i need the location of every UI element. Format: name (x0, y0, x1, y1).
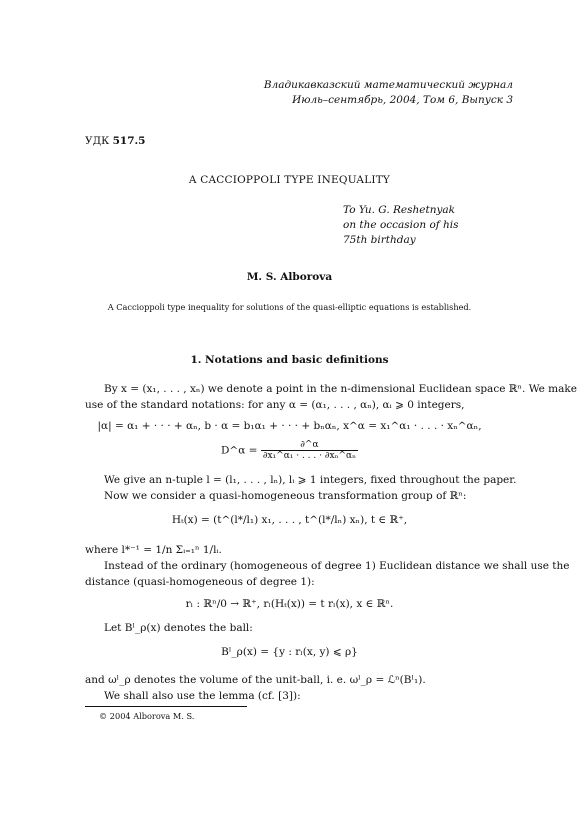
paragraph-line: By x = (x₁, . . . , xₙ) we denote a point in the n-dimensional Euclidean space ℝⁿ. We make (104, 383, 577, 395)
author-name: M. S. Alborova (246, 271, 333, 283)
paragraph-line: Instead of the ordinary (homogeneous of degree 1) Euclidean distance we shall use the (104, 560, 570, 572)
equation-transformation: Hₜ(x) = (t^(l*/l₁) x₁, . . . , t^(l*/lₙ) xₙ), t ∈ ℝ⁺, (171, 514, 408, 526)
equation-derivative (0, 440, 579, 461)
abstract: A Caccioppoli type inequality for solutions of the quasi-elliptic equations is established. (107, 302, 472, 312)
copyright-footnote: © 2004 Alborova M. S. (99, 711, 195, 721)
paragraph-line: distance (quasi-homogeneous of degree 1): (85, 576, 315, 588)
paper-title: A CACCIOPPOLI TYPE INEQUALITY (188, 174, 391, 186)
dedication-line: To Yu. G. Reshetnyak (343, 204, 456, 216)
dedication-line: 75th birthday (343, 234, 416, 246)
paragraph-line: Now we consider a quasi-homogeneous transformation group of ℝⁿ: (104, 490, 467, 502)
footnote-rule (85, 706, 247, 707)
udk-label: УДК (85, 135, 110, 147)
dedication (343, 203, 459, 248)
fraction-denominator: ∂x₁^α₁ · . . . · ∂xₙ^αₙ (262, 451, 356, 461)
paragraph-line: where l*⁻¹ = 1/n Σᵢ₌₁ⁿ 1/lᵢ. (85, 544, 222, 556)
journal-issue: Июль–сентябрь, 2004, Том 6, Выпуск 3 (292, 94, 513, 106)
equation-lhs: D^α = (221, 444, 258, 457)
paragraph-line: and ωˡ_ρ denotes the volume of the unit-ball, i. e. ωˡ_ρ = ℒⁿ(Bˡ₁). (85, 674, 426, 686)
equation-multiindex: |α| = α₁ + · · · + αₙ, b · α = b₁α₁ + · · · + bₙαₙ, x^α = x₁^α₁ · . . . · xₙ^αₙ, (97, 420, 482, 432)
fraction-numerator: ∂^α (261, 440, 358, 451)
udk-code (85, 135, 146, 147)
equation-ball: Bˡ_ρ(x) = {y : rₗ(x, y) ⩽ ρ} (221, 646, 358, 658)
journal-header (264, 78, 513, 108)
equation-distance: rₗ : ℝⁿ/0 → ℝ⁺, rₗ(Hₜ(x)) = t rₗ(x), x ∈ ℝⁿ. (185, 598, 394, 610)
journal-name: Владикавказский математический журнал (263, 79, 513, 91)
dedication-line: on the occasion of his (343, 219, 459, 231)
paragraph-line: We give an n-tuple l = (l₁, . . . , lₙ), lᵢ ⩾ 1 integers, fixed throughout the paper. (104, 474, 517, 486)
paragraph-line: We shall also use the lemma (cf. [3]): (104, 690, 301, 702)
paragraph-line: Let Bˡ_ρ(x) denotes the ball: (104, 622, 253, 634)
derivative-fraction (261, 440, 358, 461)
udk-number: 517.5 (112, 135, 146, 147)
paragraph-line: use of the standard notations: for any α = (α₁, . . . , αₙ), αᵢ ⩾ 0 integers, (85, 399, 465, 411)
section-heading: 1. Notations and basic definitions (190, 354, 389, 366)
